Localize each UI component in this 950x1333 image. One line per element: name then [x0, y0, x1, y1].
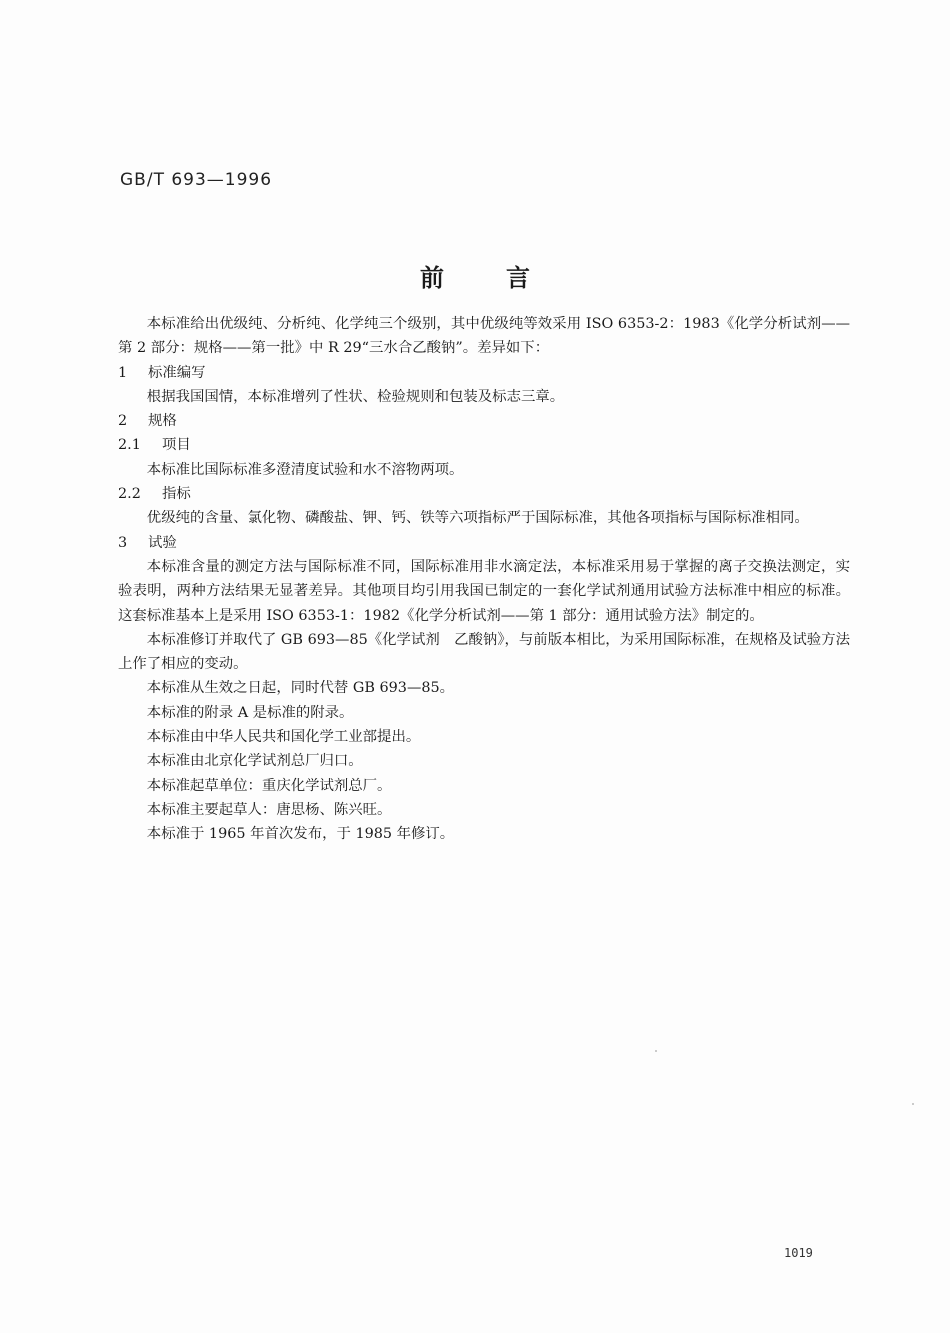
subsection-title: 指标	[162, 486, 191, 503]
page-number: 1019	[784, 1246, 813, 1260]
section-title: 试验	[148, 534, 177, 551]
standard-code: GB/T 693—1996	[120, 170, 273, 190]
section-2-1-text: 本标准比国际标准多澄清度试验和水不溶物两项。	[146, 461, 464, 478]
closing-paragraph: 本标准修订并取代了 GB 693—85《化学试剂 乙酸钠》，与前版本相比，为采用国际标准，在规格及试验方法上作了相应的变动。	[118, 631, 850, 673]
section-number: 1	[118, 364, 128, 381]
closing-paragraph: 本标准的附录 A 是标准的附录。	[146, 704, 354, 721]
section-1-text: 根据我国国情，本标准增列了性状、检验规则和包装及标志三章。	[146, 388, 565, 405]
section-number: 3	[118, 534, 128, 551]
section-title: 标准编写	[148, 364, 206, 381]
section-2-heading	[118, 409, 850, 433]
scan-speck	[655, 1050, 657, 1052]
foreword-body	[118, 312, 850, 847]
section-2-2-heading	[118, 482, 850, 506]
closing-paragraph: 本标准主要起草人：唐思杨、陈兴旺。	[146, 801, 392, 818]
subsection-title: 项目	[162, 437, 191, 454]
section-3-heading	[118, 531, 850, 555]
closing-paragraph: 本标准起草单位：重庆化学试剂总厂。	[146, 777, 392, 794]
section-1-heading	[118, 361, 850, 385]
section-2-2-text: 优级纯的含量、氯化物、磷酸盐、钾、钙、铁等六项指标严于国际标准，其他各项指标与国际标准相同。	[146, 510, 809, 527]
intro-paragraph: 本标准给出优级纯、分析纯、化学纯三个级别，其中优级纯等效采用 ISO 6353-2：1983《化学分析试剂——第 2 部分：规格——第一批》中 R 29“三水合乙酸钠”。差异如下：	[118, 316, 850, 357]
section-3-text: 本标准含量的测定方法与国际标准不同，国际标准用非水滴定法，本标准采用易于掌握的离子交换法测定，实验表明，两种方法结果无显著差异。其他项目均引用我国已制定的一套化学试剂通用试验方法标准中相应的标准。这套标准基本上是采用 ISO 6353-1：1982《化学分析试剂——第 1 部分：通用试验方法》制定的。	[118, 558, 850, 624]
subsection-number: 2.2	[118, 486, 141, 503]
closing-paragraph: 本标准于 1965 年首次发布，于 1985 年修订。	[146, 826, 455, 843]
section-2-1-heading	[118, 433, 850, 457]
closing-paragraph: 本标准由中华人民共和国化学工业部提出。	[146, 729, 421, 746]
closing-paragraph: 本标准由北京化学试剂总厂归口。	[146, 753, 363, 770]
scan-speck	[912, 1103, 914, 1105]
section-number: 2	[118, 413, 128, 430]
closing-paragraph: 本标准从生效之日起，同时代替 GB 693—85。	[146, 680, 455, 697]
page-title: 前言	[420, 264, 592, 292]
subsection-number: 2.1	[118, 437, 141, 454]
section-title: 规格	[148, 413, 177, 430]
